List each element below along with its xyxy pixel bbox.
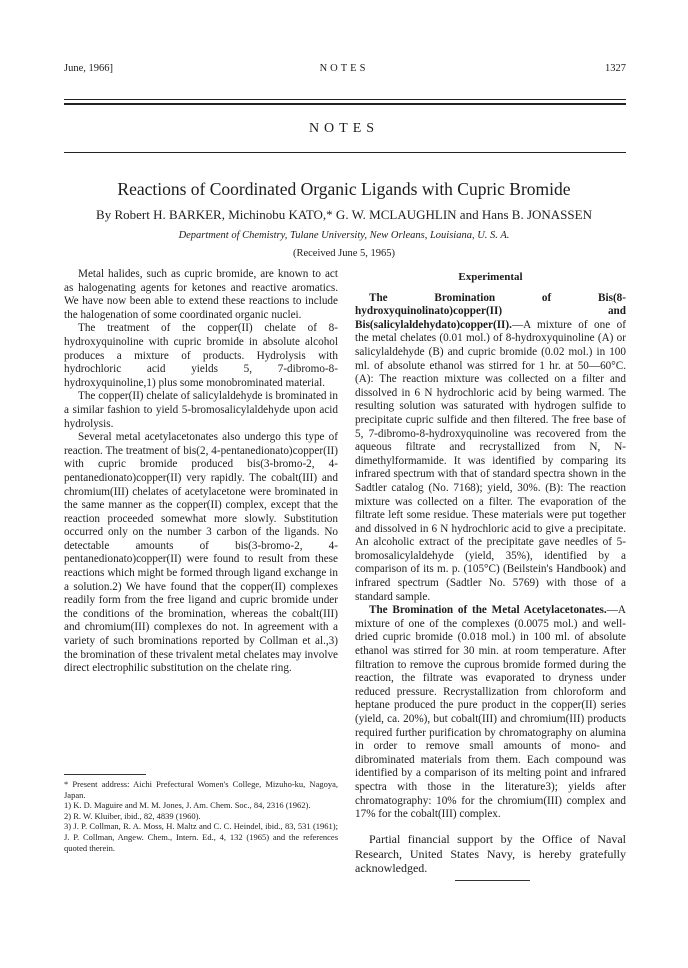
experimental-text: —A mixture of one of the metal chelates (0.01 mol.) of 8-hydroxyquinoline (A) or salicylaldehyde (B) and cupric bromide (0.02 mol.) in 100 ml. of absolute ethanol was stirred for 1 hr. at 50—60°C. (A): The reaction mixture was collected on a filter and dissolved in 6 N hydrochloric acid by being warmed. The resulting solution was saturated with hydrogen sulfide to precipitate cupric sulfide and then filtered. The free base of 5, 7-dibromo-8-hydroxyquinoline was recovered from the aqueous filtrate and recrystallized from N, N-dimethylformamide. It was identified by comparing its infrared spectrum with that of standard spectra shown in the Sadtler catalog (No. 7168); yield, 30%. (B): The reaction mixture was collected on a filter. The evaporation of the filtrate left some residue. These materials were put together and dissolved in 6 N hydrochloric acid to give a precipitate. An alcoholic extract of the precipitate gave needles of 5-bromosalicylaldehyde (yield, 35%), identified by a comparison of its m. p. (105°C) (Beilstein's Handbook) and infrared spectrum (Sadtler No. 5769) with those of a standard sample. <box>355 318 626 603</box>
experimental-subheading: The Bromination of the Metal Acetylacetonates. <box>369 604 607 617</box>
experimental-text: —A mixture of one of the complexes (0.0075 mol.) and well-dried cupric bromide (0.018 mol.) in 100 ml. of absolute ethanol was stirred for 30 min. at room temperature. After filtration to remove the cuprous bromide formed during the reaction, the filtrate was evaporated to dryness under reduced pressure. Recrystallization from chloroform and heptane produced the pure product in the copper(II) series (yield, ca. 20%), but cobalt(III) and chromium(III) products required further purification by chromatography on alumina in order to remove small amounts of mono- and dibrominated materials from them. Each compound was identified by a comparison of its melting point and infrared spectra with those in the literature3); yields after chromatography: 10% for the chromium(III) complex and 17% for the cobalt(III) complex. <box>355 604 626 821</box>
received-date: (Received June 5, 1965) <box>292 248 396 259</box>
header-section: NOTES <box>319 63 369 74</box>
top-rule-thin <box>64 99 626 100</box>
footnote: 1) K. D. Maguire and M. M. Jones, J. Am. Chem. Soc., 84, 2316 (1962). <box>64 800 311 811</box>
header-date: June, 1966] <box>64 63 113 74</box>
section-title: NOTES <box>308 121 380 136</box>
right-column <box>355 271 626 876</box>
footnote-rule <box>64 774 146 775</box>
footnote: 2) R. W. Kluiber, ibid., 82, 4839 (1960). <box>64 810 201 821</box>
experimental-heading: Experimental <box>458 271 523 283</box>
article-affiliation: Department of Chemistry, Tulane University, New Orleans, Louisiana, U. S. A. <box>178 230 510 241</box>
article-title: Reactions of Coordinated Organic Ligands with Cupric Bromide <box>117 179 571 199</box>
article-authors: By Robert H. BARKER, Michinobu KATO,* G. W. MCLAUGHLIN and Hans B. JONASSEN <box>96 207 592 222</box>
body-paragraph: The treatment of the copper(II) chelate of 8-hydroxyquinoline with cupric bromide in absolute alcohol produces a mixture of products. Hydrolysis with hydrochloric acid yields 5, 7-dibromo-8-hydroxyquinoline,1) plus some monobrominated material. <box>64 322 338 389</box>
experimental-paragraph <box>355 604 626 822</box>
end-rule <box>455 880 530 881</box>
footnotes <box>64 779 338 853</box>
experimental-subheading: The Bromination of Bis(8-hydroxyquinolinato)copper(II) and Bis(salicylaldehydato)copper(II). <box>355 291 626 331</box>
left-column <box>64 268 338 676</box>
acknowledgement: Partial financial support by the Office of Naval Research, United States Navy, is hereby gratefully acknowledged. <box>355 831 626 876</box>
footnote: * Present address: Aichi Prefectural Women's College, Mizuho-ku, Nagoya, Japan. <box>64 779 338 800</box>
body-paragraph: The copper(II) chelate of salicylaldehyde is brominated in a similar fashion to yield 5-bromosalicylaldehyde upon acid hydrolysis. <box>64 390 339 430</box>
body-paragraph: Metal halides, such as cupric bromide, are known to act as halogenating agents for ketones and reactive aromatics. We have now been able to extend these reactions to include the halogenation of some coordinated organic nuclei. <box>64 268 338 321</box>
top-rule-thick <box>64 103 626 105</box>
page-number: 1327 <box>605 63 626 74</box>
body-paragraph: Several metal acetylacetonates also undergo this type of reaction. The treatment of bis(2, 4-pentanedionato)copper(II) with cupric bromide produced bis(3-bromo-2, 4-pentanedionato)copper(II) very rapidly. The cobalt(III) and chromium(III) chelates of acetylacetone were brominated in the same manner as the copper(II) complex, except that the reaction proceeded somewhat more slowly. Substitution occurred only on the number 3 carbon of the ligands. No detectable amounts of bis(3-bromo-2, 4-pentanedionato)copper(II) were found to result from these reactions which might be formed through ligand exchange in a solution.2) We have found that the copper(II) complexes readily form from the free ligand and cupric bromide under the conditions of the bromination, whereas the cobalt(III) and chromium(III) complexes do not. In agreement with a variety of such brominations reported by Collman et al.,3) the bromination of these trivalent metal chelates may involve direct electrophilic substitution on the chelate ring. <box>64 431 339 675</box>
footnote: 3) J. P. Collman, R. A. Moss, H. Maltz and C. C. Heindel, ibid., 83, 531 (1961); J. P. Collman, Angew. Chem., Intern. Ed., 4, 132 (1965) and the references quoted therein. <box>64 821 338 853</box>
section-rule <box>64 152 626 153</box>
experimental-paragraph <box>355 292 626 605</box>
